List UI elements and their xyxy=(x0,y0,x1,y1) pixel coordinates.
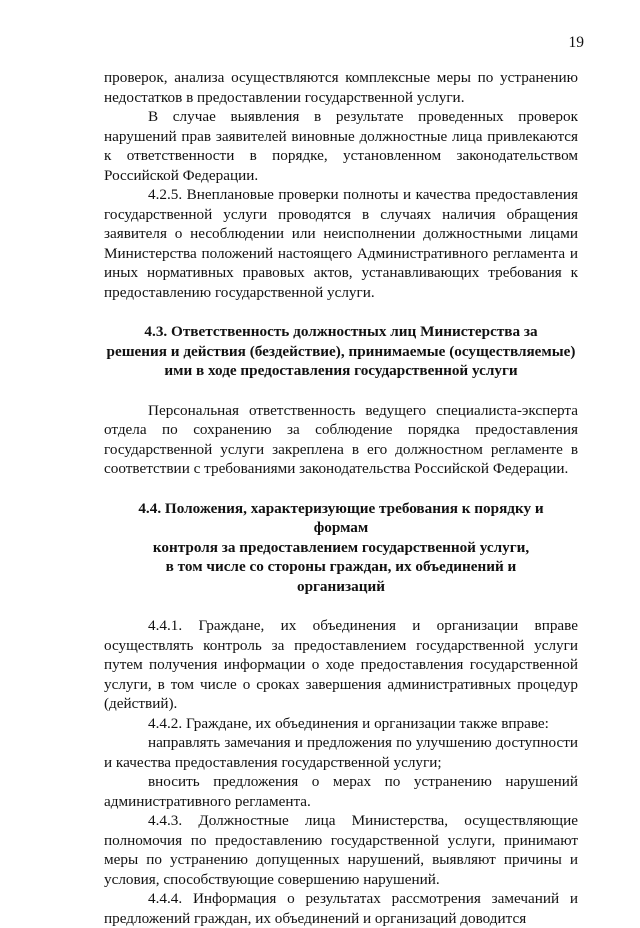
heading-line: контроля за предоставлением государственной услуги, xyxy=(152,538,530,556)
paragraph-4-3: Персональная ответственность ведущего специалиста-эксперта отдела по сохранению за соблюдение порядка предоставления государственной услуги закреплена в его должностном регламенте в соответствии с требованиями законодательства Российской Федерации. xyxy=(104,401,578,477)
paragraph-4-4-3: 4.4.3. Должностные лица Министерства, осуществляющие полномочия по предоставлению государственной услуги, принимают меры по устранению допущенных нарушений, выявляют причины и условия, способствующие совершению нарушений. xyxy=(104,812,578,888)
paragraph-4-2-5: 4.2.5. Внеплановые проверки полноты и качества предоставления государственной услуги проводятся в случаях наличия обращения заявителя о несоблюдении или неисполнении должностными лицами Министерства положений настоящего Административного регламента и иных нормативных правовых актов, устанавливающих требования к предоставлению государственной услуги. xyxy=(104,186,578,301)
heading-line: решения и действия (бездействие), принимаемые (осуществляемые) xyxy=(106,342,576,360)
section-heading-4-3 xyxy=(104,322,578,381)
paragraph-4-4-4: 4.4.4. Информация о результатах рассмотрения замечаний и предложений граждан, их объединений и организаций доводится xyxy=(104,890,578,927)
heading-line: в том числе со стороны граждан, их объединений и xyxy=(165,558,517,575)
heading-line: ими в ходе предоставления государственной услуги xyxy=(164,362,518,379)
document-body xyxy=(104,68,578,928)
heading-line: 4.4. Положения, характеризующие требования к порядку и xyxy=(138,499,544,517)
paragraph-4-4-2: 4.4.2. Граждане, их объединения и организации также вправе: xyxy=(148,714,549,732)
heading-line: формам xyxy=(313,519,369,536)
paragraph-4-4-1: 4.4.1. Граждане, их объединения и организации вправе осуществлять контроль за предоставлением государственной услуги путем получения информации о ходе предоставления государственной услуги, в том числе о сроках завершения административных процедур (действий). xyxy=(104,617,578,712)
paragraph: направлять замечания и предложения по улучшению доступности и качества предоставления государственной услуги; xyxy=(104,734,578,771)
paragraph: В случае выявления в результате проведенных проверок нарушений прав заявителей виновные должностные лица привлекаются к ответственности в порядке, установленном законодательством Российской Федерации. xyxy=(104,108,578,184)
paragraph: проверок, анализа осуществляются комплексные меры по устранению недостатков в предоставлении государственной услуги. xyxy=(104,69,578,106)
page-number: 19 xyxy=(568,34,584,51)
section-heading-4-4 xyxy=(104,499,578,597)
paragraph: вносить предложения о мерах по устранению нарушений административного регламента. xyxy=(104,773,578,810)
heading-line: организаций xyxy=(297,577,385,595)
heading-line: 4.3. Ответственность должностных лиц Министерства за xyxy=(144,323,538,340)
